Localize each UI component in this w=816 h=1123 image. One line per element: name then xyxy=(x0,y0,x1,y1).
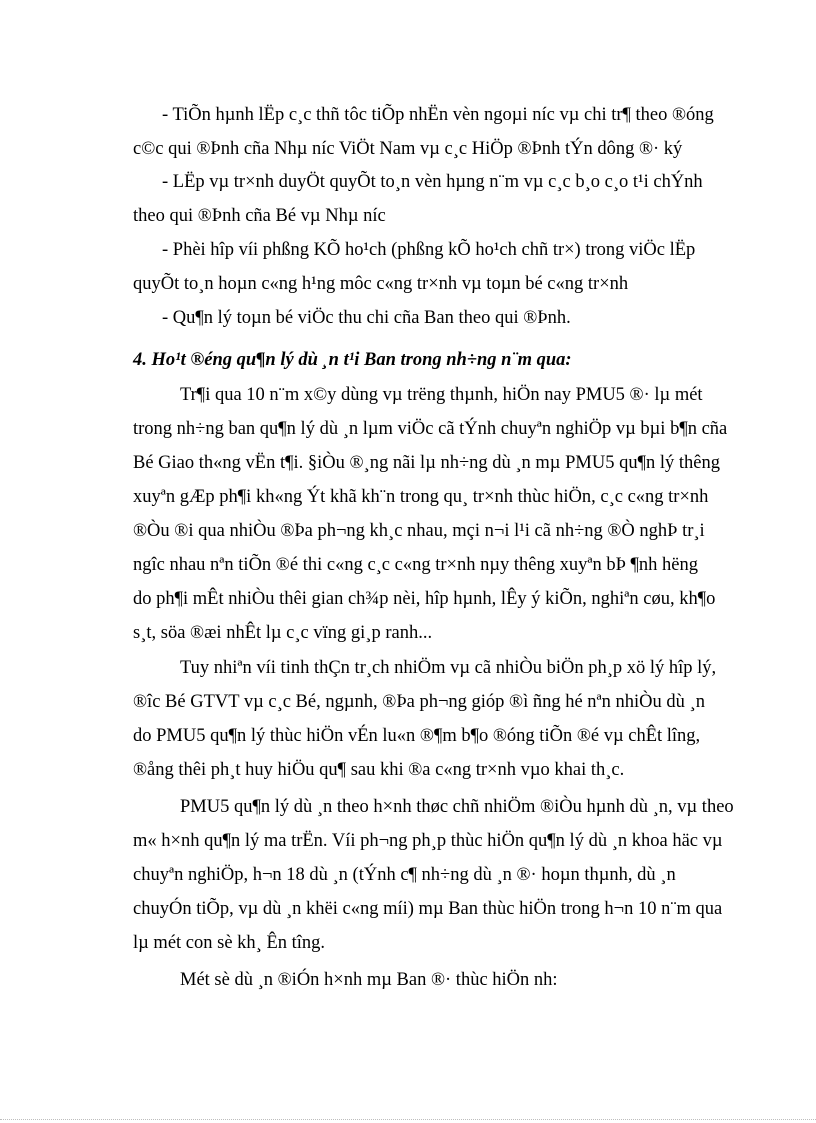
section-heading: 4. Ho¹t ®éng qu¶n lý dù ¸n t¹i Ban trong nh÷ng n¨m qua: xyxy=(133,350,572,370)
duty-line-3: - LËp vµ tr×nh duyÖt quyÕt to¸n vèn hµng n¨m vµ c¸c b¸o c¸o t¹i chÝnh xyxy=(162,172,703,192)
paragraph-3-line-4: chuyÓn tiÕp, vµ dù ¸n khëi c«ng míi) mµ Ban thùc hiÖn trong h¬n 10 n¨m qua xyxy=(133,899,723,919)
paragraph-3-line-3: chuyªn nghiÖp, h¬n 18 dù ¸n (tÝnh c¶ nh÷ng dù ¸n ®· hoµn thµnh, dù ¸n xyxy=(133,865,676,885)
paragraph-1-line-5: ®Òu ®i qua nhiÒu ®Þa ph¬ng kh¸c nhau, mçi n¬i l¹i cã nh÷ng ®Ò nghÞ tr¸i xyxy=(133,521,705,541)
paragraph-1-line-3: Bé Giao th«ng vËn t¶i. §iÒu ®¸ng nãi lµ nh÷ng dù ¸n mµ PMU5 qu¶n lý thêng xyxy=(133,453,720,473)
page-bottom-rule xyxy=(0,1119,816,1120)
paragraph-1-line-6: ngîc nhau nªn tiÕn ®é thi c«ng c¸c c«ng tr×nh nµy thêng xuyªn bÞ ¶nh hëng xyxy=(133,555,698,575)
paragraph-3-line-2: m« h×nh qu¶n lý ma trËn. Víi ph¬ng ph¸p thùc hiÖn qu¶n lý dù ¸n khoa häc vµ xyxy=(133,831,723,851)
paragraph-1-line-4: xuyªn gÆp ph¶i kh«ng Ýt khã kh¨n trong qu¸ tr×nh thùc hiÖn, c¸c c«ng tr×nh xyxy=(133,487,709,507)
paragraph-3-line-5: lµ mét con sè kh¸ Ên tîng. xyxy=(133,933,326,953)
paragraph-3-line-1: PMU5 qu¶n lý dù ¸n theo h×nh thøc chñ nhiÖm ®iÒu hµnh dù ¸n, vµ theo xyxy=(180,797,734,817)
duty-line-4: theo qui ®Þnh cña Bé vµ Nhµ níc xyxy=(133,206,386,226)
paragraph-2-line-3: do PMU5 qu¶n lý thùc hiÖn vÉn lu«n ®¶m b¶o ®óng tiÕn ®é vµ chÊt lîng, xyxy=(133,726,701,746)
paragraph-1-line-8: s¸t, söa ®æi nhÊt lµ c¸c vïng gi¸p ranh... xyxy=(133,623,433,643)
paragraph-4-line-1: Mét sè dù ¸n ®iÓn h×nh mµ Ban ®· thùc hiÖn nh: xyxy=(180,970,558,990)
paragraph-1-line-2: trong nh÷ng ban qu¶n lý dù ¸n lµm viÖc cã tÝnh chuyªn nghiÖp vµ bµi b¶n cña xyxy=(133,419,728,439)
duty-line-5: - Phèi hîp víi phßng KÕ ho¹ch (phßng kÕ ho¹ch chñ tr×) trong viÖc lËp xyxy=(162,240,696,260)
duty-line-2: c©c qui ®Þnh cña Nhµ níc ViÖt Nam vµ c¸c HiÖp ®Þnh tÝn dông ®· ký xyxy=(133,139,683,159)
duty-line-7: - Qu¶n lý toµn bé viÖc thu chi cña Ban theo qui ®Þnh. xyxy=(162,308,571,328)
paragraph-2-line-1: Tuy nhiªn víi tinh thÇn tr¸ch nhiÖm vµ cã nhiÒu biÖn ph¸p xö lý hîp lý, xyxy=(180,658,717,678)
duty-line-1: - TiÕn hµnh lËp c¸c thñ tôc tiÕp nhËn vèn ngoµi níc vµ chi tr¶ theo ®óng xyxy=(162,105,714,125)
paragraph-2-line-4: ®ång thêi ph¸t huy hiÖu qu¶ sau khi ®a c«ng tr×nh vµo khai th¸c. xyxy=(133,760,625,780)
paragraph-1-line-7: do ph¶i mÊt nhiÒu thêi gian ch¾p nèi, hîp hµnh, lÊy ý kiÕn, nghiªn cøu, kh¶o xyxy=(133,589,716,609)
paragraph-2-line-2: ®îc Bé GTVT vµ c¸c Bé, ngµnh, ®Þa ph¬ng gióp ®ì ñng hé nªn nhiÒu dù ¸n xyxy=(133,692,705,712)
duty-line-6: quyÕt to¸n hoµn c«ng h¹ng môc c«ng tr×nh vµ toµn bé c«ng tr×nh xyxy=(133,274,629,294)
paragraph-1-line-1: Tr¶i qua 10 n¨m x©y dùng vµ trëng thµnh, hiÖn nay PMU5 ®· lµ mét xyxy=(180,385,703,405)
